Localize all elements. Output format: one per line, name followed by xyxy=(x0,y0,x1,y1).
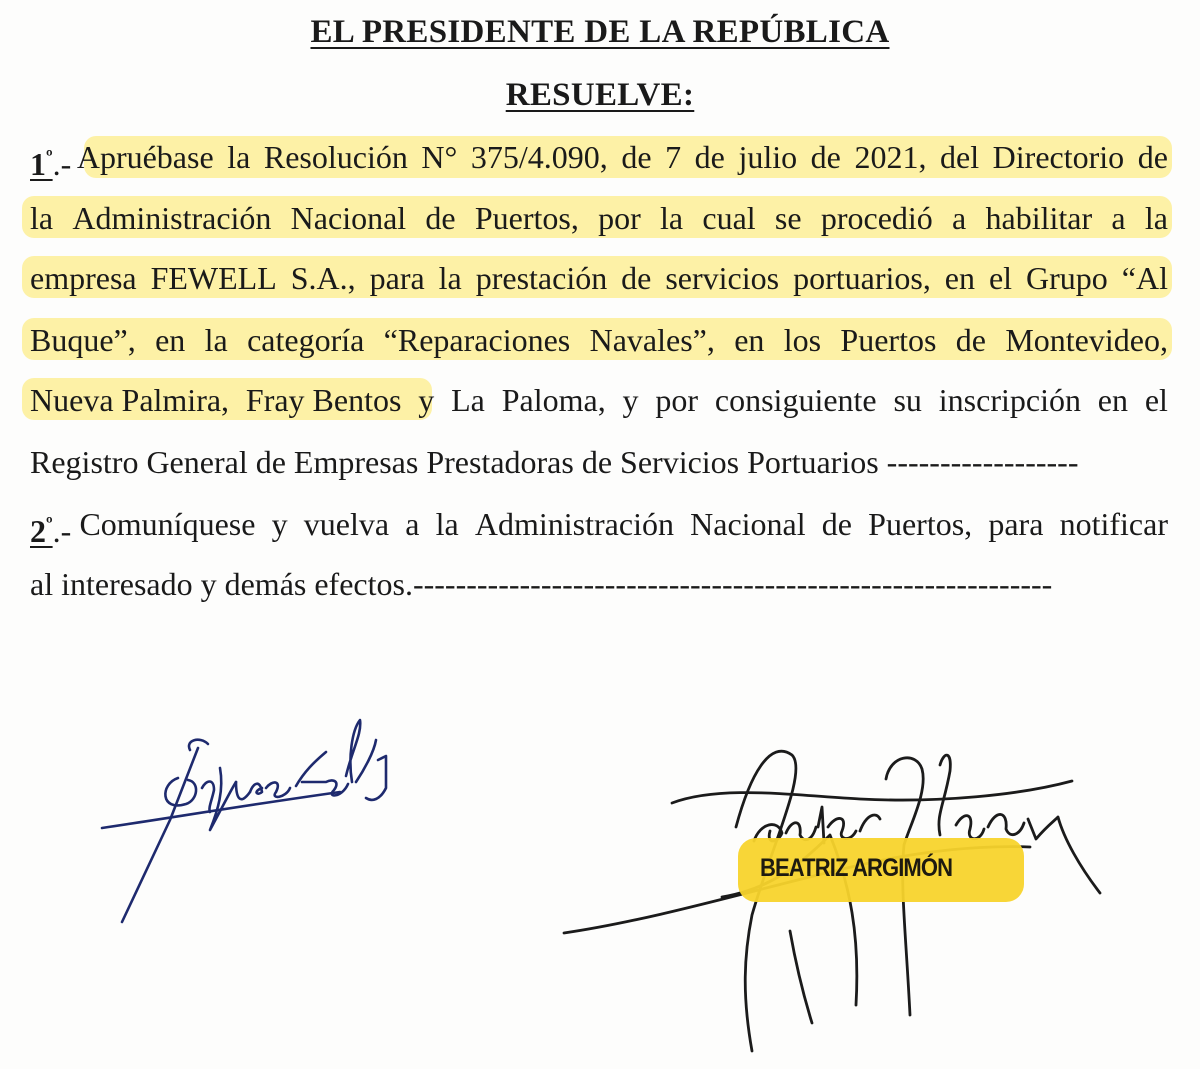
article-1-number: $1^º.-$ xyxy=(30,146,72,182)
page-title: EL PRESIDENTE DE LA REPÚBLICA xyxy=(310,14,890,50)
signatory-name-stamp: BEATRIZ ARGIMÓN xyxy=(760,854,953,882)
resolves-heading: RESUELVE: xyxy=(505,77,695,113)
article-2-line-1: $2^º.-$ Comuníquese y vuelva a la Administración Nacional de Puertos, para notificar xyxy=(30,502,1168,546)
article-1-line-5: Nueva Palmira, Fray Bentos y La Paloma, y por consiguiente su inscripción en el xyxy=(30,382,1168,418)
article-2-number: $2^º.-$ xyxy=(30,513,72,549)
article-2-line-2: al interesado y demás efectos.------------------------------------------------------------ xyxy=(30,566,1053,602)
article-1-line-6: Registro General de Empresas Prestadoras de Servicios Portuarios ------------------ xyxy=(30,444,1079,480)
article-1-line-1: $1^º.-$ Apruébase la Resolución N° 375/4.090, de 7 de julio de 2021, del Directorio de xyxy=(30,135,1168,179)
article-1-line-4: Buque”, en la categoría “Reparaciones Navales”, en los Puertos de Montevideo, xyxy=(30,322,1168,358)
article-1-line-3: empresa FEWELL S.A., para la prestación de servicios portuarios, en el Grupo “Al xyxy=(30,260,1168,296)
article-1-line-2: la Administración Nacional de Puertos, por la cual se procedió a habilitar a la xyxy=(30,200,1168,236)
president-signature xyxy=(90,700,420,930)
